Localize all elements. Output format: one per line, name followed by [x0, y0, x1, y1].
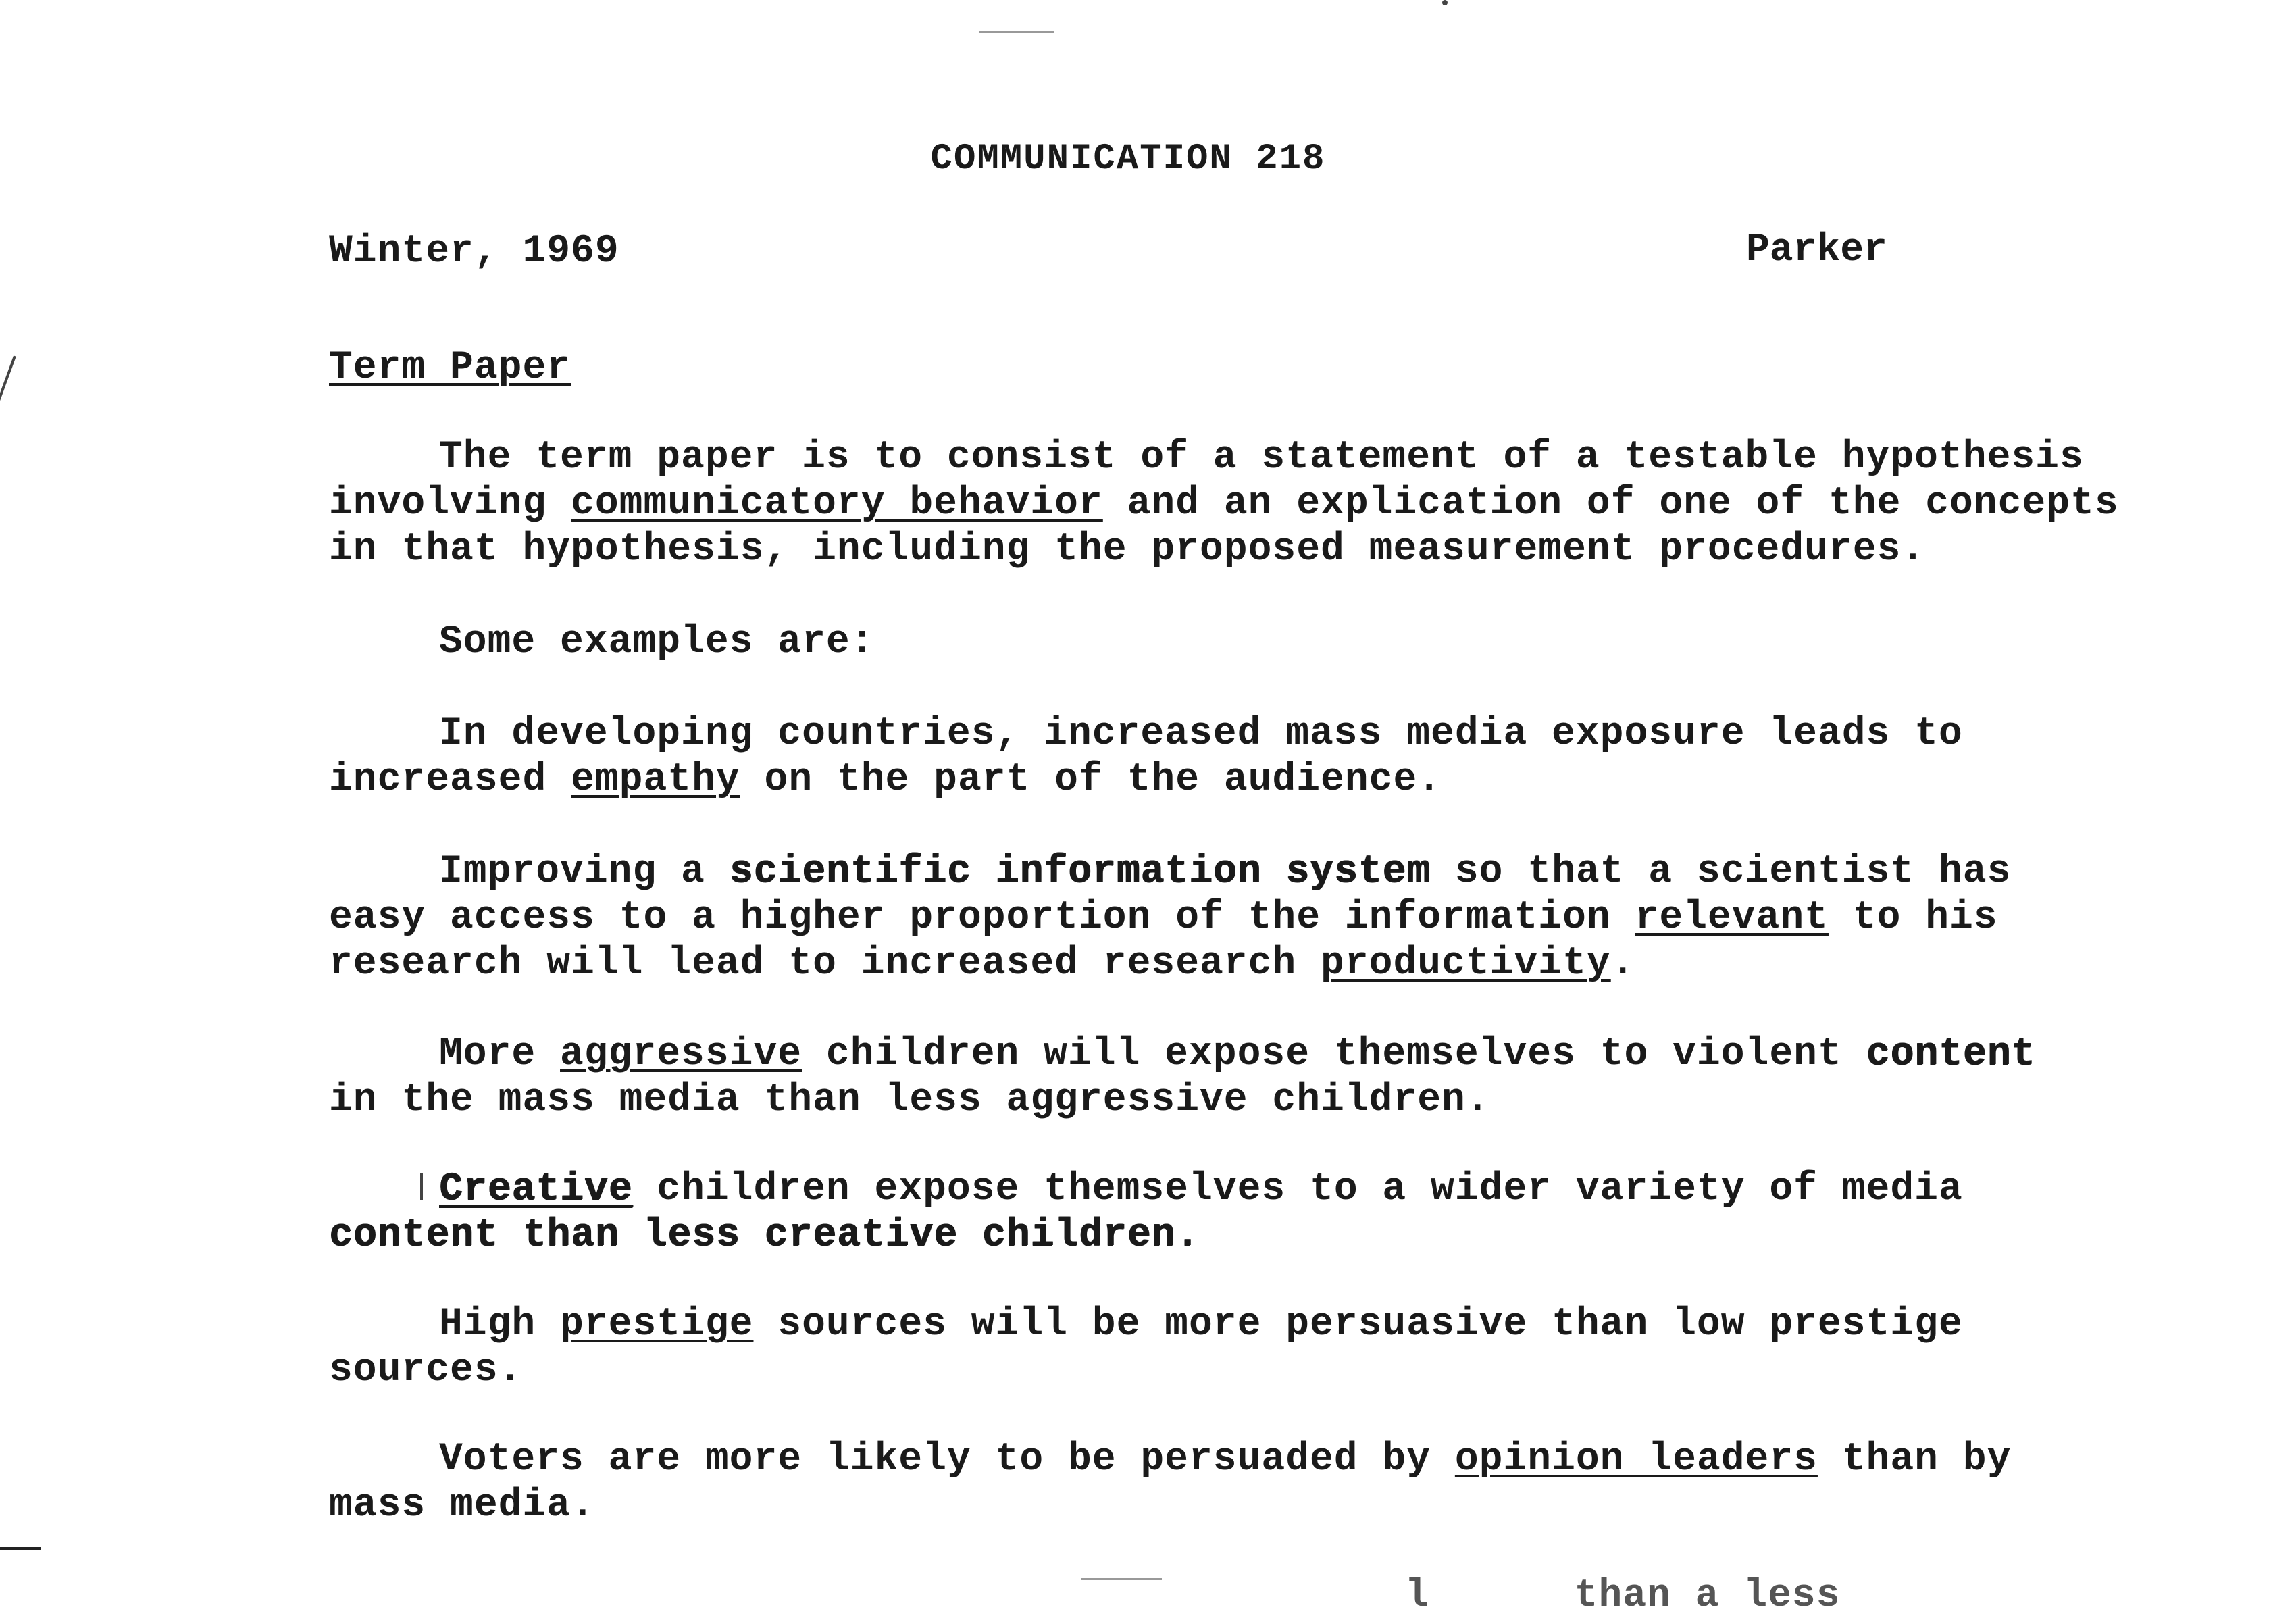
underlined-term: aggressive: [560, 1032, 802, 1076]
bold-term: scientific information system: [729, 850, 1431, 894]
example-6-line-1: Voters are more likely to be persuaded by opinion leaders than by: [439, 1438, 2012, 1482]
term-label: Winter, 1969: [329, 230, 619, 274]
underlined-term: opinion leaders: [1454, 1438, 1818, 1482]
cut-off-fragment: l than a less: [1405, 1574, 1841, 1618]
underlined-term: empathy: [571, 758, 740, 802]
underlined-term: Creative: [439, 1167, 633, 1211]
example-3-line-1: More aggressive children will expose themselves to violent content: [439, 1032, 2036, 1076]
example-6-line-2: mass media.: [329, 1484, 595, 1527]
example-2-line-2: easy access to a higher proportion of the information relevant to his: [329, 896, 1998, 940]
example-5-line-1: High prestige sources will be more persuasive than low prestige: [439, 1302, 1963, 1346]
scan-artifact: [0, 1547, 41, 1550]
underlined-term: productivity: [1321, 942, 1611, 986]
course-title: COMMUNICATION 218: [930, 138, 1326, 180]
example-1-line-2: increased empathy on the part of the audience.: [329, 758, 1442, 802]
section-heading: Term Paper: [329, 346, 571, 390]
example-4-line-1: Creative children expose themselves to a wider variety of media: [439, 1167, 1963, 1211]
underlined-term: prestige: [560, 1302, 754, 1346]
intro-line-1: The term paper is to consist of a statement of a testable hypothesis: [439, 436, 2084, 480]
examples-intro: Some examples are:: [439, 620, 875, 664]
scan-artifact: [979, 31, 1054, 33]
example-1-line-1: In developing countries, increased mass media exposure leads to: [439, 712, 1963, 756]
intro-line-3: in that hypothesis, including the proposed measurement procedures.: [329, 528, 1926, 572]
example-5-line-2: sources.: [329, 1348, 523, 1392]
underlined-term: relevant: [1635, 896, 1829, 940]
underlined-term: communicatory behavior: [571, 482, 1103, 526]
intro-line-2: involving communicatory behavior and an explication of one of the concepts: [329, 482, 2119, 526]
example-3-line-2: in the mass media than less aggressive children.: [329, 1078, 1490, 1122]
example-2-line-3: research will lead to increased research productivity.: [329, 942, 1635, 986]
scan-artifact: [1081, 1578, 1162, 1580]
instructor-name: Parker: [1746, 228, 1887, 272]
bold-term: content: [1866, 1032, 2036, 1076]
example-4-line-2: content than less creative children.: [329, 1213, 1200, 1257]
scan-artifact: [0, 355, 16, 401]
example-2-line-1: Improving a scientific information system so that a scientist has: [439, 850, 2012, 894]
scan-artifact: [1442, 0, 1448, 5]
margin-mark: [420, 1173, 423, 1200]
